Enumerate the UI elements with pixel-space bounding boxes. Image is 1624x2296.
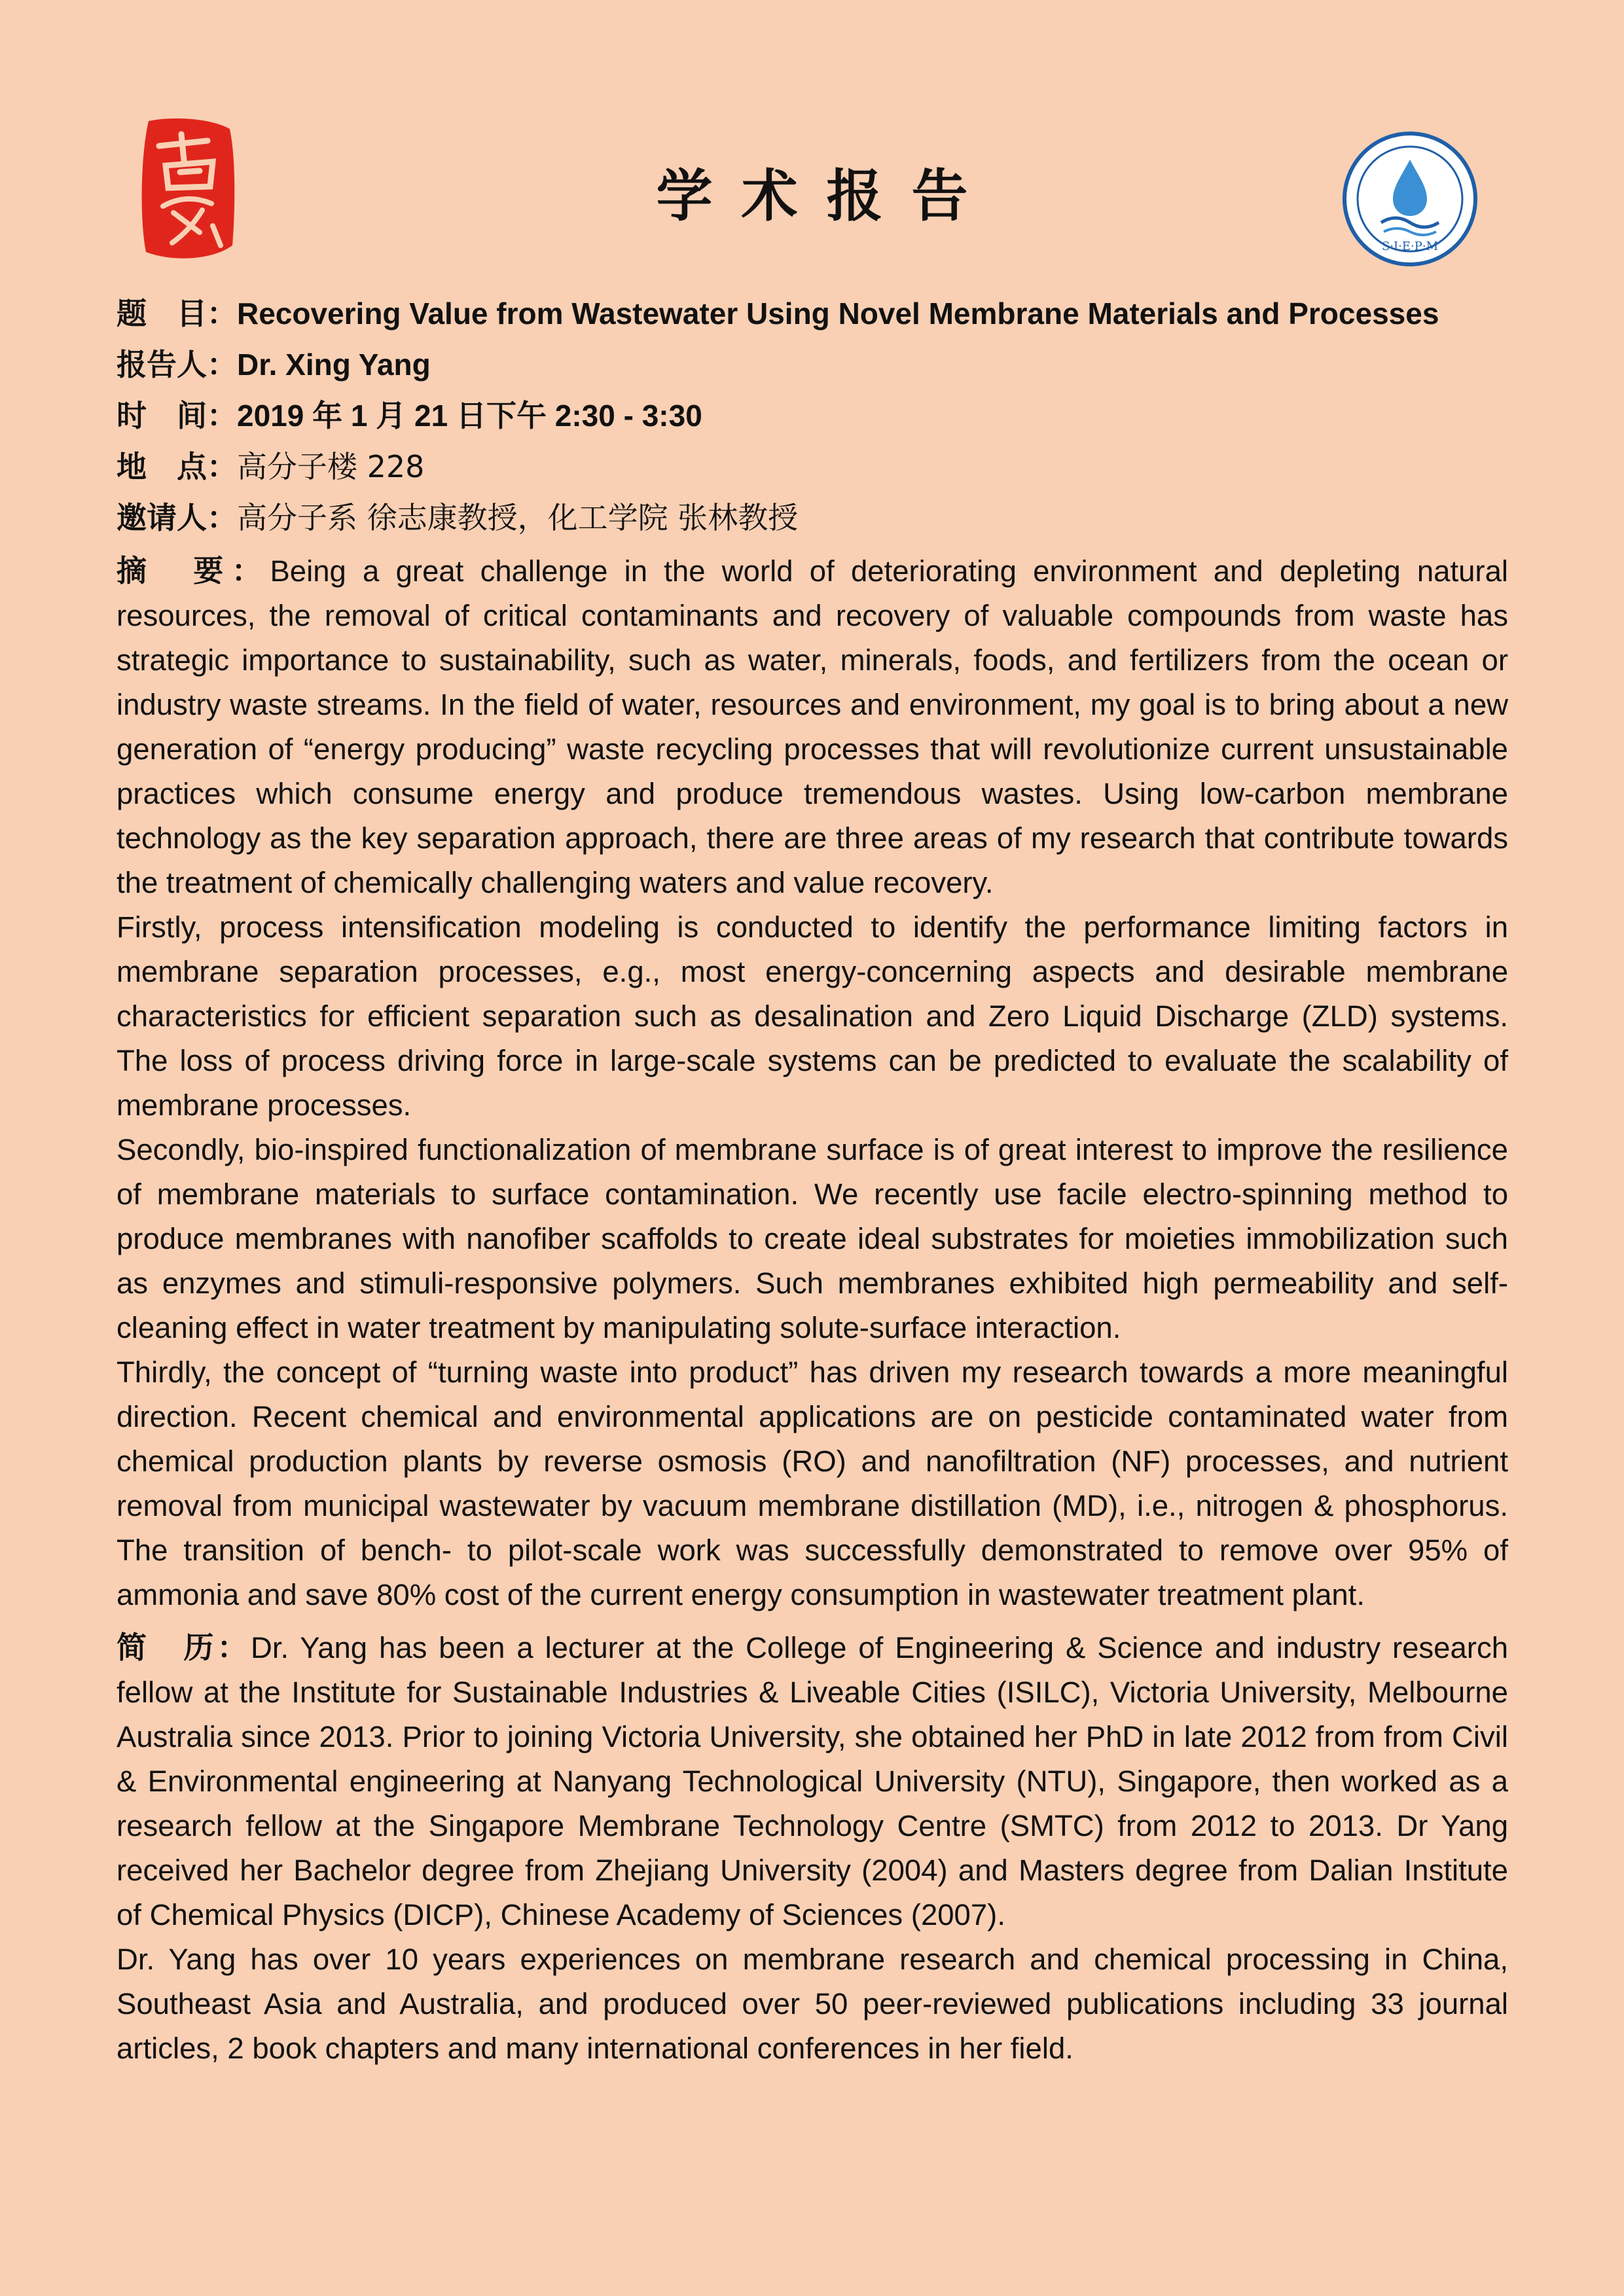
topic-value: Recovering Value from Wastewater Using Novel Membrane Materials and Processes xyxy=(237,296,1439,331)
topic-row xyxy=(117,288,1508,339)
speaker-value: Dr. Xing Yang xyxy=(237,348,431,382)
speaker-label: 报告人： xyxy=(117,347,237,382)
bio-paragraph xyxy=(117,1625,1508,1937)
time-row xyxy=(117,390,1508,441)
abstract-paragraph xyxy=(117,548,1508,905)
topic-label: 题 目： xyxy=(117,296,237,331)
abstract-label: 摘 要： xyxy=(117,553,270,588)
location-label: 地 点： xyxy=(117,449,237,484)
abstract-text: Being a great challenge in the world of deteriorating environment and depleting natural resources, the removal of critical contaminants and recovery of valuable compounds from waste has strategic importance to sustainability, such as water, minerals, foods, and fertilizers from the ocean or industry waste streams. In the field of water, resources and environment, my goal is to bring about a new generation of “energy producing” waste recycling processes that will revolutionize current unsustainable practices which consume energy and produce tremendous wastes. Using low-carbon membrane technology as the key separation approach, there are three areas of my research that contribute towards the treatment of chemically challenging waters and value recovery. xyxy=(117,554,1509,899)
time-value: 2019 年 1 月 21 日下午 2:30 - 3:30 xyxy=(237,399,702,433)
inviter-row xyxy=(117,492,1508,543)
page-title: 学术报告 xyxy=(656,164,997,229)
bio-paragraph: Dr. Yang has over 10 years experiences on membrane research and chemical processing in China, Southeast Asia and Australia, and produced over 50 peer-reviewed publications including 33 journal articles, 2 book chapters and many international conferences in her field. xyxy=(117,1943,1508,2065)
inviter-value: 高分子系 徐志康教授，化工学院 张林教授 xyxy=(237,500,799,535)
siepm-logo-text: S·I·E·P·M xyxy=(1381,240,1439,253)
bio-text: Dr. Yang has been a lecturer at the College of Engineering & Science and industry research fellow at the Institute for Sustainable Industries & Liveable Cities (ISILC), Victoria University, Melbourne Australia since 2013. Prior to joining Victoria University, she obtained her PhD in late 2012 from from Civil & Environmental engineering at Nanyang Technological University (NTU), Singapore, then worked as a research fellow at the Singapore Membrane Technology Centre (SMTC) from 2012 to 2013. Dr Yang received her Bachelor degree from Zhejiang University (2004) and Masters degree from Dalian Institute of Chemical Physics (DICP), Chinese Academy of Sciences (2007). xyxy=(117,1631,1508,1931)
abstract-paragraph: Thirdly, the concept of “turning waste into product” has driven my research towards a more meaningful direction. Recent chemical and environmental applications are on pesticide contaminated water from chemical production plants by reverse osmosis (RO) and nanofiltration (NF) processes, and nutrient removal from municipal wastewater by vacuum membrane distillation (MD), i.e., nitrogen & phosphorus. The transition of bench- to pilot-scale work was successfully demonstrated to remove over 95% of ammonia and save 80% cost of the current energy consumption in wastewater treatment plant. xyxy=(117,1355,1508,1611)
announcement-body xyxy=(117,288,1508,2071)
abstract-paragraph: Secondly, bio-inspired functionalization of membrane surface is of great interest to improve the resilience of membrane materials to surface contamination. We recently use facile electro-spinning method to produce membranes with nanofiber scaffolds to create ideal substrates for moieties immobilization such as enzymes and stimuli-responsive polymers. Such membranes exhibited high permeability and self-cleaning effect in water treatment by manipulating solute-surface interaction. xyxy=(117,1133,1508,1344)
speaker-row xyxy=(117,339,1508,390)
time-label: 时 间： xyxy=(117,398,237,433)
inviter-label: 邀请人： xyxy=(117,500,237,535)
location-value: 高分子楼 228 xyxy=(237,449,425,484)
abstract-paragraph: Firstly, process intensification modeling is conducted to identify the performance limiting factors in membrane separation processes, e.g., most energy-concerning aspects and desirable membrane characteristics for efficient separation such as desalination and Zero Liquid Discharge (ZLD) systems. The loss of process driving force in large-scale systems can be predicted to evaluate the scalability of membrane processes. xyxy=(117,910,1508,1122)
location-row xyxy=(117,441,1508,492)
bio-label: 简 历： xyxy=(117,1630,251,1665)
siepm-logo-icon xyxy=(1341,130,1479,268)
